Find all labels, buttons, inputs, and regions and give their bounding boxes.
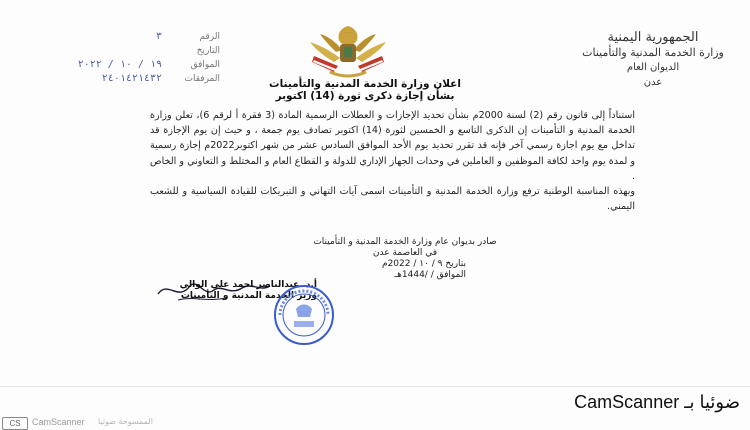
ref-number-row [30, 30, 220, 44]
title-line-1: اعلان وزارة الخدمة المدنية والتأمينات [269, 78, 461, 90]
issuance-block [300, 237, 510, 281]
ref-date-label: التاريخ [196, 46, 220, 56]
ministry-letterhead [578, 30, 728, 90]
issuance-date-gregorian: بتاريخ ٩ / ١٠ / 2022م [381, 259, 466, 269]
ref-number-label: الرقم [199, 32, 220, 42]
announcement-body [150, 108, 635, 214]
letterhead-ministry: وزارة الخدمة المدنية والتأمينات [582, 46, 724, 59]
issuance-date-hijri: الموافق / /1444هـ [394, 270, 466, 280]
svg-text:· · ·: · · · [344, 30, 352, 35]
ref-attachments-label: المرفقات [184, 74, 220, 84]
letterhead-country: الجمهورية اليمنية [607, 30, 699, 45]
official-stamp-icon [272, 283, 336, 347]
letterhead-office: الديوان العام [626, 62, 680, 73]
issuance-line-1: صادر بديوان عام وزارة الخدمة المدنية و التأمينات [313, 237, 497, 247]
ref-number-value: ٣ [155, 31, 162, 42]
camscanner-brand-text: CamScanner [32, 417, 85, 427]
title-line-2: بشأن إجازة ذكرى ثورة (14) اكتوبر [275, 90, 455, 102]
letterhead-city: عدن [643, 77, 663, 88]
scanned-by-camscanner: ضوئيا بـ CamScanner [574, 392, 740, 412]
ref-corresponding-label: الموافق [190, 60, 220, 70]
page-fold-line [0, 386, 750, 387]
ref-date-row [30, 44, 220, 58]
scanned-note: الممسوحة ضوئيا [98, 417, 153, 426]
announcement-title [170, 78, 560, 102]
ref-attachments-value: ٢٤٠١٤٢١٤٣٢ [101, 73, 162, 84]
minister-name: أ.د. عبدالناصر احمد علي الوالي [179, 280, 317, 290]
minister-title: وزير الخدمة المدنية و التأمينات [180, 291, 317, 301]
yemen-emblem-icon [300, 22, 396, 82]
body-paragraph-1: استناداً إلى قانون رقم (2) لسنة 2000م بشأن تحديد الإجازات و العطلات الرسمية المادة (3 فقرة أ لرقم 6)، تعلن وزارة الخدمة المدنية و التأمينات إن الذكرى التاسع و الخمسين لثورة (14) اكتوبر تصادف يوم جمعة ، و حيث إن يوم الإجازة قد تداخل مع يوم اجازة رسمي آخر فإنه قد تقرر تحديد يوم الأحد الموافق السادس عشر من شهر اكتوبر2022م إجازة رسمية و لمدة يوم واحد لكافة الموظفين و العاملين في وحدات الجهاز الإداري للدولة و القطاع العام و المختلط و التعاوني و الخاص . [150, 110, 635, 182]
ref-corresponding-row [30, 58, 220, 72]
camscanner-logo-icon: CS [2, 417, 28, 430]
issuance-line-2: في العاصمة عدن [372, 248, 438, 258]
ref-corresponding-value: ١٩ / ١٠ / ٢٠٢٢ [77, 59, 162, 70]
body-paragraph-2: وبهذه المناسبة الوطنية ترفع وزارة الخدمة المدنية و التأمينات اسمى آيات التهاني و التبريكات للقيادة السياسية و للشعب اليمني. [150, 186, 635, 213]
